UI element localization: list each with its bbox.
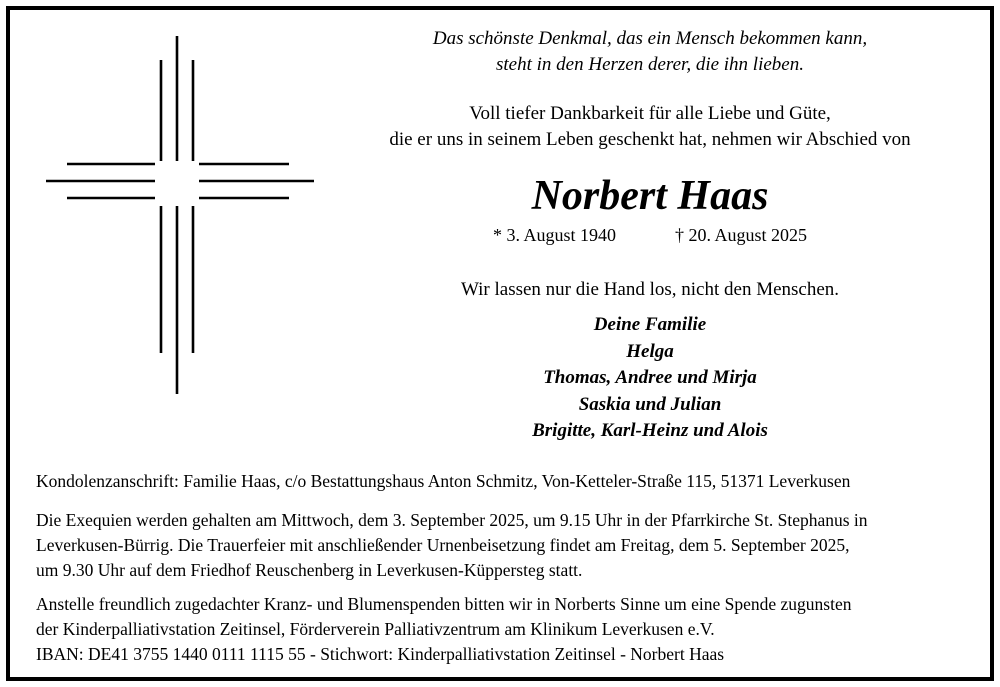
motto: Wir lassen nur die Hand los, nicht den Menschen. [460,279,840,300]
funeral-details [36,508,966,583]
funeral-line: Leverkusen-Bürrig. Die Trauerfeier mit anschließender Urnenbeisetzung findet am Freitag, dem 5. September 2025, [36,535,850,555]
donation-info [36,592,966,667]
funeral-line: Die Exequien werden gehalten am Mittwoch, dem 3. September 2025, um 9.15 Uhr in der Pfarrkirche St. Stephanus in [36,510,868,530]
quote-line: steht in den Herzen derer, die ihn lieben. [496,54,804,75]
donation-line: Anstelle freundlich zugedachter Kranz- und Blumenspenden bitten wir in Norberts Sinne um eine Spende zugunsten [36,594,852,614]
farewell-intro [340,101,960,153]
memorial-quote [340,26,960,78]
family-line: Helga [626,340,674,362]
deceased-name: Norbert Haas [531,173,769,219]
cross-icon [40,30,320,400]
donation-line: IBAN: DE41 3755 1440 0111 1115 55 - Stichwort: Kinderpalliativstation Zeitinsel - Norbert Haas [36,644,725,664]
donation-line: der Kinderpalliativstation Zeitinsel, Förderverein Palliativzentrum am Klinikum Leverkusen e.V. [36,619,715,639]
family-line: Thomas, Andree und Mirja [543,367,757,388]
family-line: Saskia und Julian [578,393,722,415]
intro-line: Voll tiefer Dankbarkeit für alle Liebe und Güte, [469,103,831,124]
intro-line: die er uns in seinem Leben geschenkt hat, nehmen wir Abschied von [389,129,911,150]
birth-date: * 3. August 1940 [493,225,617,245]
family-signatures [340,312,960,445]
family-line: Brigitte, Karl-Heinz und Alois [532,420,768,441]
death-date: † 20. August 2025 [675,225,808,245]
family-line: Deine Familie [593,314,707,335]
quote-line: Das schönste Denkmal, das ein Mensch bekommen kann, [432,28,868,49]
condolence-address: Kondolenzanschrift: Familie Haas, c/o Bestattungshaus Anton Schmitz, Von-Ketteler-Straße 115, 51371 Leverkusen [36,471,851,491]
funeral-line: um 9.30 Uhr auf dem Friedhof Reuschenberg in Leverkusen-Küppersteg statt. [36,560,583,580]
